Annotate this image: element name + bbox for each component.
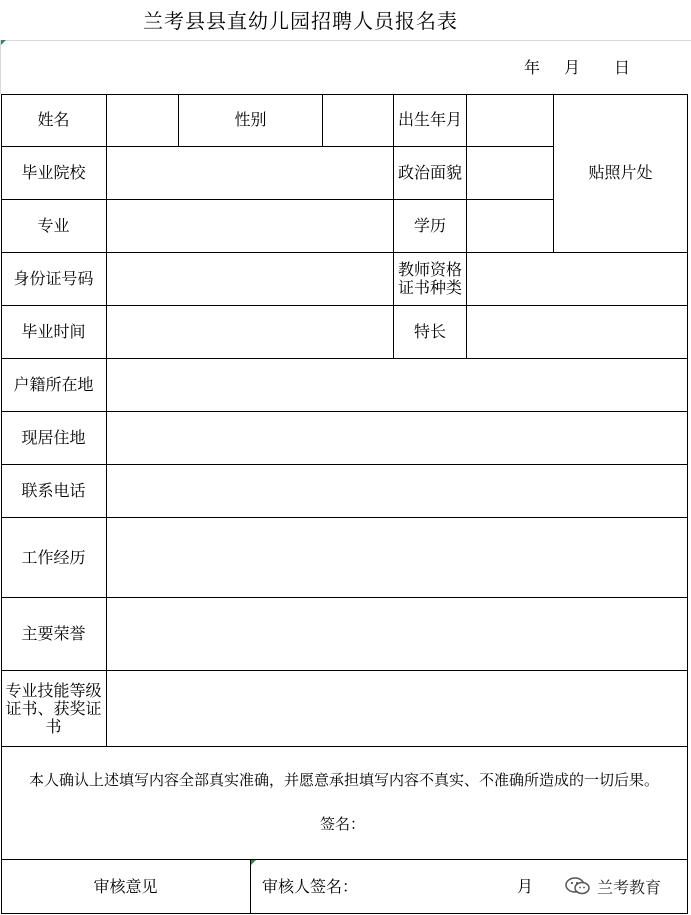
label-specialty: 特长 <box>394 306 467 359</box>
label-education: 学历 <box>394 200 467 253</box>
date-day-label: 日 <box>614 58 631 77</box>
input-work-history[interactable] <box>107 518 688 598</box>
label-name: 姓名 <box>1 94 107 147</box>
input-education[interactable] <box>467 200 554 253</box>
input-gender[interactable] <box>323 94 394 147</box>
form-title: 兰考县县直幼儿园招聘人员报名表 <box>143 9 458 33</box>
label-phone: 联系电话 <box>1 465 107 518</box>
label-work-history: 工作经历 <box>1 518 107 598</box>
input-skill-cert[interactable] <box>107 671 688 747</box>
label-major: 专业 <box>1 200 107 253</box>
label-id-number: 身份证号码 <box>1 253 107 306</box>
date-year-label: 年 <box>524 58 541 77</box>
label-teacher-cert: 教师资格证书种类 <box>394 253 467 306</box>
input-name[interactable] <box>107 94 179 147</box>
review-month-label: 月 <box>517 877 534 896</box>
label-skill-cert: 专业技能等级证书、获奖证书 <box>1 671 107 747</box>
input-birth[interactable] <box>467 94 554 147</box>
label-birth: 出生年月 <box>394 94 467 147</box>
watermark <box>565 872 661 900</box>
declaration-text: 本人确认上述填写内容全部真实准确，并愿意承担填写内容不真实、不准确所造成的一切后果。 <box>28 771 659 789</box>
input-residence[interactable] <box>107 412 688 465</box>
input-phone[interactable] <box>107 465 688 518</box>
input-politics[interactable] <box>467 147 554 200</box>
grid-line <box>0 40 1 94</box>
reviewer-sign-label: 审核人签名： <box>262 876 359 896</box>
label-grad-time: 毕业时间 <box>1 306 107 359</box>
watermark-text: 兰考教育 <box>597 877 662 897</box>
label-school: 毕业院校 <box>1 147 107 200</box>
input-grad-time[interactable] <box>107 306 394 359</box>
input-school[interactable] <box>107 147 394 200</box>
date-month-label: 月 <box>564 58 581 77</box>
input-major[interactable] <box>107 200 394 253</box>
wechat-icon <box>565 876 591 896</box>
cell-comment-marker <box>1 40 6 45</box>
label-hukou: 户籍所在地 <box>1 359 107 412</box>
photo-area[interactable]: 贴照片处 <box>554 94 688 253</box>
grid-line <box>0 40 691 41</box>
label-review-opinion: 审核意见 <box>1 860 251 914</box>
label-residence: 现居住地 <box>1 412 107 465</box>
signature-label: 签名： <box>320 815 366 833</box>
label-gender: 性别 <box>179 94 323 147</box>
label-honors: 主要荣誉 <box>1 598 107 671</box>
input-teacher-cert[interactable] <box>467 253 688 306</box>
input-id-number[interactable] <box>107 253 394 306</box>
input-hukou[interactable] <box>107 359 688 412</box>
input-specialty[interactable] <box>467 306 688 359</box>
declaration-section <box>1 747 688 860</box>
label-politics: 政治面貌 <box>394 147 467 200</box>
input-honors[interactable] <box>107 598 688 671</box>
